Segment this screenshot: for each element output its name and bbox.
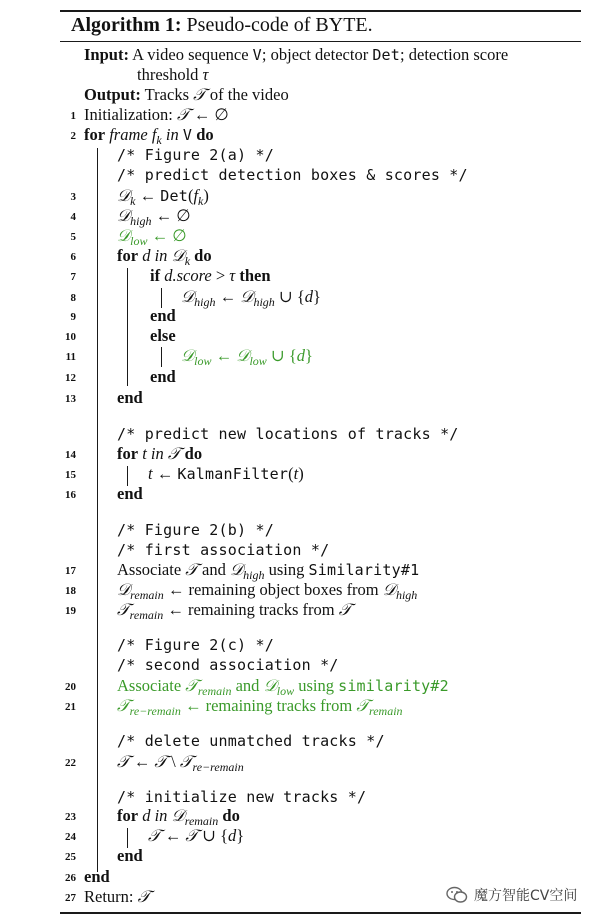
else-block-bar — [161, 347, 162, 367]
line-number: 13 — [65, 393, 76, 405]
for-frame-block-bar — [97, 148, 98, 872]
line-number: 5 — [70, 231, 76, 243]
for-t-block-bar — [127, 466, 128, 486]
line-number: 19 — [65, 605, 76, 617]
line-number: 7 — [70, 271, 76, 283]
line-number: 23 — [65, 811, 76, 823]
algorithm-title — [71, 14, 373, 37]
line-number: 3 — [70, 191, 76, 203]
watermark-text: 魔方智能CV空间 — [474, 888, 578, 904]
line-number: 24 — [65, 831, 76, 843]
line-number: 8 — [70, 292, 76, 304]
line-number: 6 — [70, 251, 76, 263]
algorithm-caption: Pseudo-code of BYTE. — [186, 14, 373, 36]
wechat-icon — [446, 886, 468, 904]
title-rule — [60, 41, 581, 42]
line-number: 18 — [65, 585, 76, 597]
line-number: 16 — [65, 489, 76, 501]
line-number: 22 — [65, 757, 76, 769]
line-number: 1 — [70, 110, 76, 122]
line-number: 10 — [65, 331, 76, 343]
line-number: 4 — [70, 211, 76, 223]
line-number: 21 — [65, 701, 76, 713]
line-number: 9 — [70, 311, 76, 323]
bottom-rule — [60, 912, 581, 914]
line-number: 27 — [65, 892, 76, 904]
return-label: Return: — [84, 887, 134, 906]
algorithm-label: Algorithm 1: — [71, 14, 182, 36]
line-number: 20 — [65, 681, 76, 693]
line-number: 2 — [70, 130, 76, 142]
line-number: 12 — [65, 372, 76, 384]
line-number: 17 — [65, 565, 76, 577]
input-label: Input: — [84, 45, 129, 64]
if-block-bar — [161, 288, 162, 308]
for-remain-block-bar — [127, 828, 128, 848]
line-number: 25 — [65, 851, 76, 863]
top-rule — [60, 10, 581, 12]
for-d-block-bar — [127, 268, 128, 386]
line-number: 14 — [65, 449, 76, 461]
line-number: 15 — [65, 469, 76, 481]
line-number: 11 — [65, 351, 76, 363]
watermark — [446, 885, 577, 905]
output-label: Output: — [84, 85, 141, 104]
line-number: 26 — [65, 872, 76, 884]
